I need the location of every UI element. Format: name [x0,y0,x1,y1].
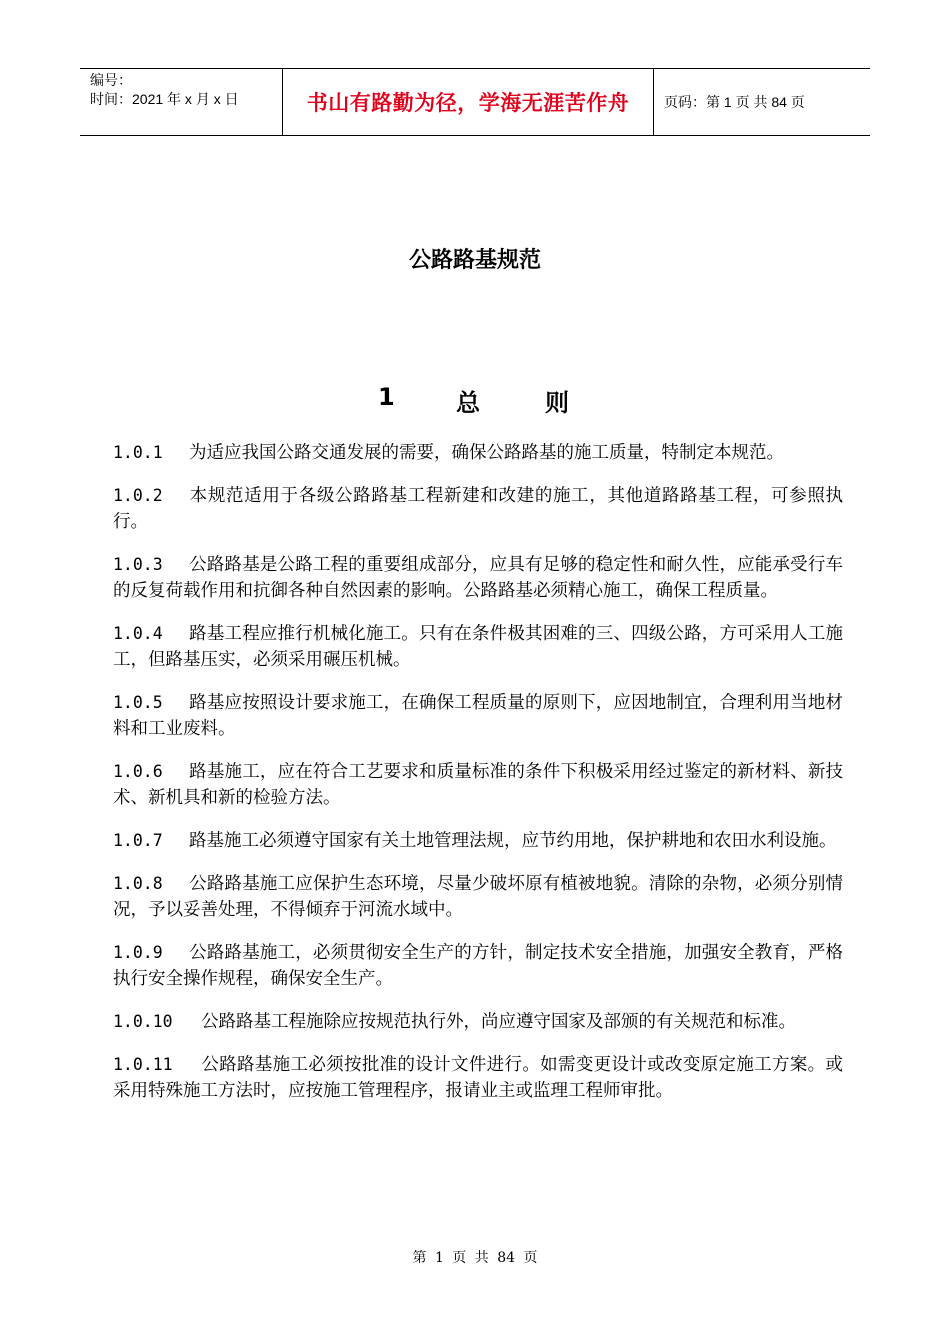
date-label: 时间：2021 年 x 月 x 日 [90,91,239,107]
clause-number: 1.0.1 [113,443,163,462]
document-body [113,440,843,1121]
clause-paragraph [113,1009,843,1035]
clause-number: 1.0.9 [113,943,163,962]
chapter-heading [0,383,950,417]
clause-paragraph [113,759,843,811]
clause-paragraph [113,621,843,673]
clause-number: 1.0.5 [113,693,163,712]
chapter-number: 1 [378,383,395,411]
page-footer: 第 1 页 共 84 页 [412,1250,538,1266]
chapter-char-2: 则 [545,389,569,417]
clause-number: 1.0.10 [113,1012,173,1031]
header-page-info: 页码：第 1 页 共 84 页 [664,94,805,110]
clause-text: 公路路基施工应保护生态环境，尽量少破坏原有植被地貌。清除的杂物，必须分别情况，予以妥善处理，不得倾弃于河流水域中。 [113,874,843,920]
clause-number: 1.0.11 [113,1055,173,1074]
clause-paragraph [113,483,843,535]
number-label: 编号： [90,72,132,88]
clause-text: 路基工程应推行机械化施工。只有在条件极其困难的三、四级公路，方可采用人工施工，但路基压实，必须采用碾压机械。 [113,624,843,670]
clause-text: 公路路基工程施除应按规范执行外，尚应遵守国家及部颁的有关规范和标准。 [201,1012,796,1032]
page-header [80,68,870,136]
clause-number: 1.0.4 [113,624,163,643]
clause-text: 路基应按照设计要求施工，在确保工程质量的原则下，应因地制宜，合理利用当地材料和工业废料。 [113,693,843,739]
clause-text: 公路路基施工必须按批准的设计文件进行。如需变更设计或改变原定施工方案。或采用特殊施工方法时，应按施工管理程序，报请业主或监理工程师审批。 [113,1055,843,1101]
clause-text: 公路路基施工，必须贯彻安全生产的方针，制定技术安全措施，加强安全教育，严格执行安全操作规程，确保安全生产。 [113,943,843,989]
clause-number: 1.0.3 [113,555,163,574]
header-motto-cell [282,69,654,135]
clause-text: 路基施工，应在符合工艺要求和质量标准的条件下积极采用经过鉴定的新材料、新技术、新机具和新的检验方法。 [113,762,843,808]
clause-text: 公路路基是公路工程的重要组成部分，应具有足够的稳定性和耐久性，应能承受行车的反复荷载作用和抗御各种自然因素的影响。公路路基必须精心施工，确保工程质量。 [113,555,843,601]
clause-number: 1.0.6 [113,762,163,781]
clause-paragraph [113,940,843,992]
clause-paragraph [113,871,843,923]
clause-text: 路基施工必须遵守国家有关土地管理法规，应节约用地，保护耕地和农田水利设施。 [189,831,837,851]
clause-paragraph [113,690,843,742]
clause-paragraph [113,828,843,854]
clause-number: 1.0.2 [113,486,163,505]
header-meta [80,69,282,135]
clause-paragraph [113,440,843,466]
header-motto: 书山有路勤为径，学海无涯苦作舟 [306,91,630,115]
clause-paragraph [113,1052,843,1104]
clause-number: 1.0.7 [113,831,163,850]
clause-number: 1.0.8 [113,874,163,893]
clause-text: 本规范适用于各级公路路基工程新建和改建的施工，其他道路路基工程，可参照执行。 [113,486,843,532]
chapter-char-1: 总 [456,389,480,417]
clause-paragraph [113,552,843,604]
document-title: 公路路基规范 [408,248,541,273]
clause-text: 为适应我国公路交通发展的需要，确保公路路基的施工质量，特制定本规范。 [189,443,784,463]
